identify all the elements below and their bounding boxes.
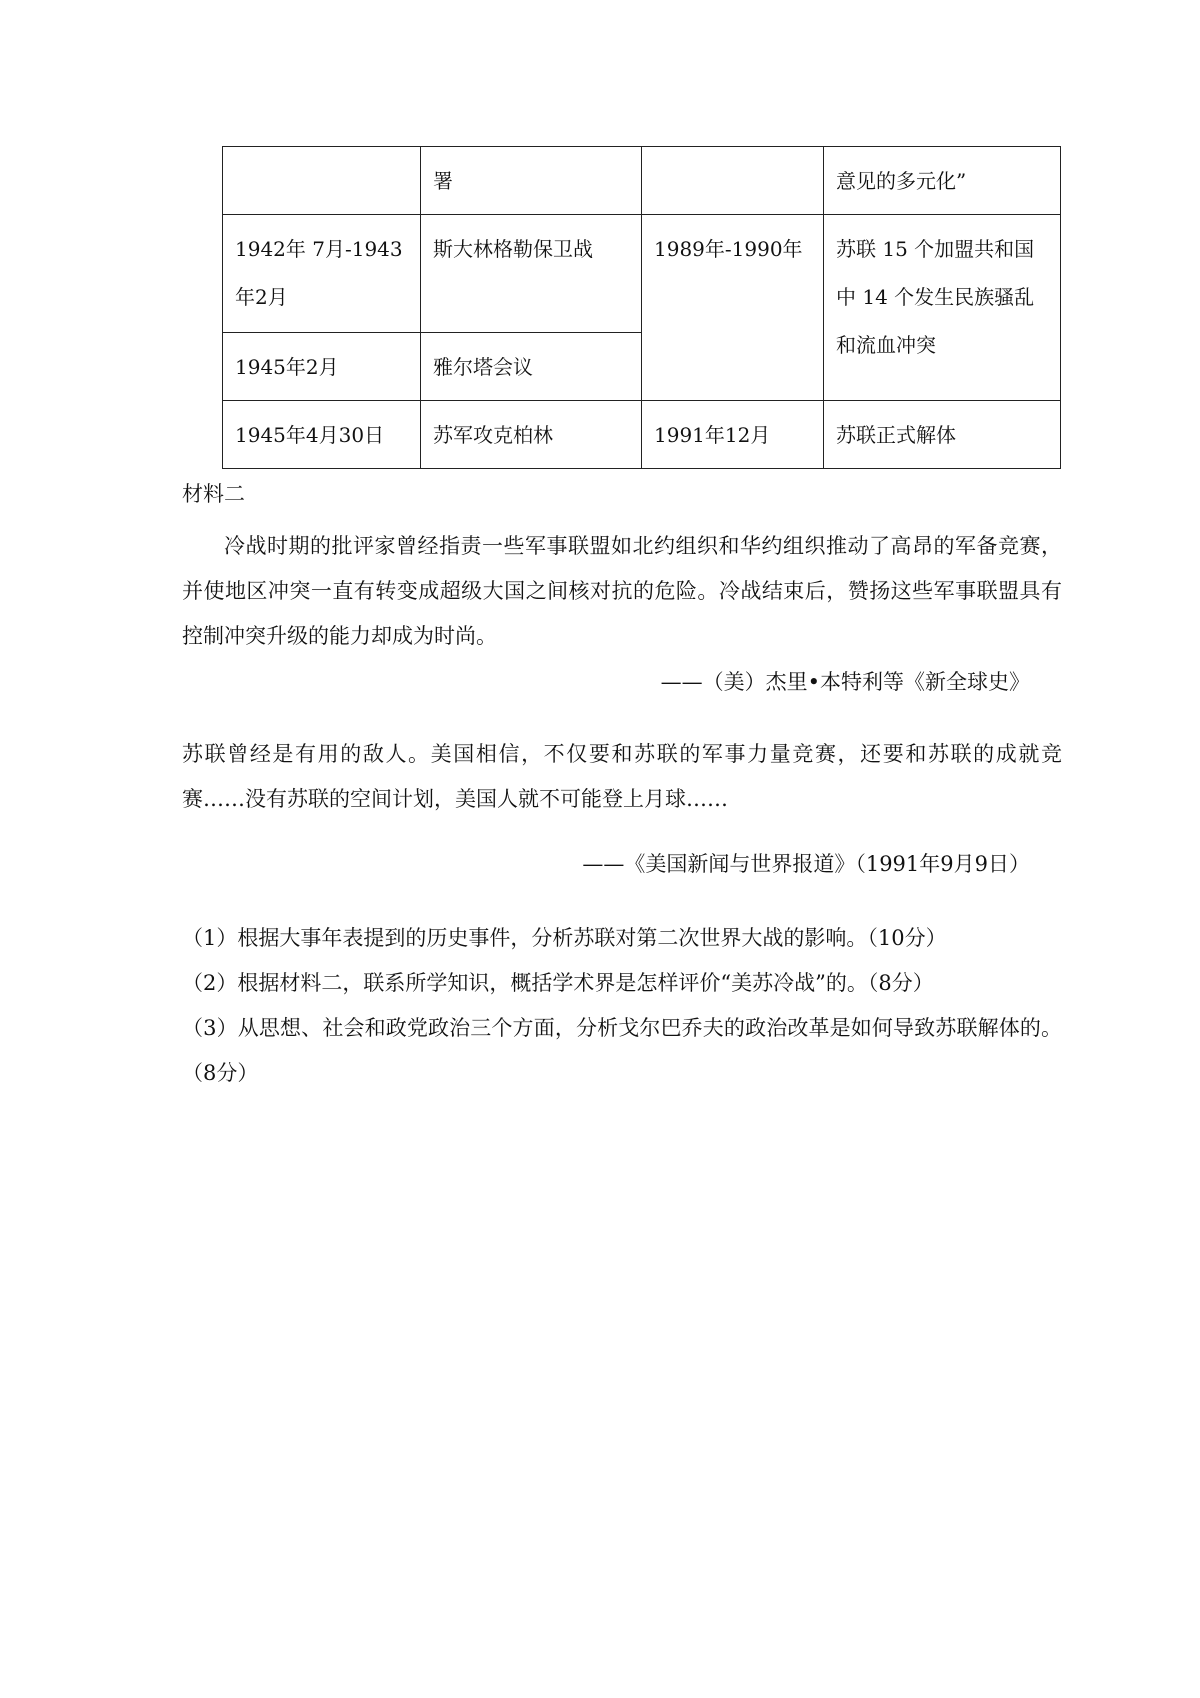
table-cell-date: 1989年-1990年 [642, 215, 824, 401]
table-row [223, 401, 1061, 469]
table-cell-event: 斯大林格勒保卫战 [421, 215, 642, 333]
table-cell-date [642, 147, 824, 215]
material-label: 材料二 [182, 482, 245, 506]
table-cell-date: 1942年 7月-1943年2月 [223, 215, 421, 333]
table-cell-date: 1991年12月 [642, 401, 824, 469]
citation: ——（美）杰里•本特利等《新全球史》 [660, 670, 1030, 694]
table-cell-event: 意见的多元化” [824, 147, 1061, 215]
table-cell-event: 苏联正式解体 [824, 401, 1061, 469]
question-item: （3）从思想、社会和政党政治三个方面，分析戈尔巴乔夫的政治改革是如何导致苏联解体的。（8分） [182, 1016, 1062, 1085]
question-item: （1）根据大事年表提到的历史事件，分析苏联对第二次世界大战的影响。（10分） [182, 926, 947, 950]
question-list [182, 916, 1062, 1096]
table-row [223, 215, 1061, 333]
question-item: （2）根据材料二，联系所学知识，概括学术界是怎样评价“美苏冷战”的。（8分） [182, 971, 934, 995]
table-cell-date: 1945年4月30日 [223, 401, 421, 469]
table-cell-event: 雅尔塔会议 [421, 333, 642, 401]
table-row [223, 147, 1061, 215]
table-cell-event: 苏军攻克柏林 [421, 401, 642, 469]
table-cell-event: 署 [421, 147, 642, 215]
citation: ——《美国新闻与世界报道》（1991年9月9日） [582, 852, 1030, 876]
table-cell-date: 1945年2月 [223, 333, 421, 401]
events-table [222, 146, 1061, 469]
table-cell-event: 苏联 15 个加盟共和国中 14 个发生民族骚乱和流血冲突 [824, 215, 1061, 401]
material-paragraph: 冷战时期的批评家曾经指责一些军事联盟如北约组织和华约组织推动了高昂的军备竞赛，并使地区冲突一直有转变成超级大国之间核对抗的危险。冷战结束后，赞扬这些军事联盟具有控制冲突升级的能力却成为时尚。 [182, 534, 1062, 648]
table-cell-date [223, 147, 421, 215]
material-paragraph: 苏联曾经是有用的敌人。美国相信，不仅要和苏联的军事力量竞赛，还要和苏联的成就竞赛……没有苏联的空间计划，美国人就不可能登上月球…… [182, 742, 1062, 811]
